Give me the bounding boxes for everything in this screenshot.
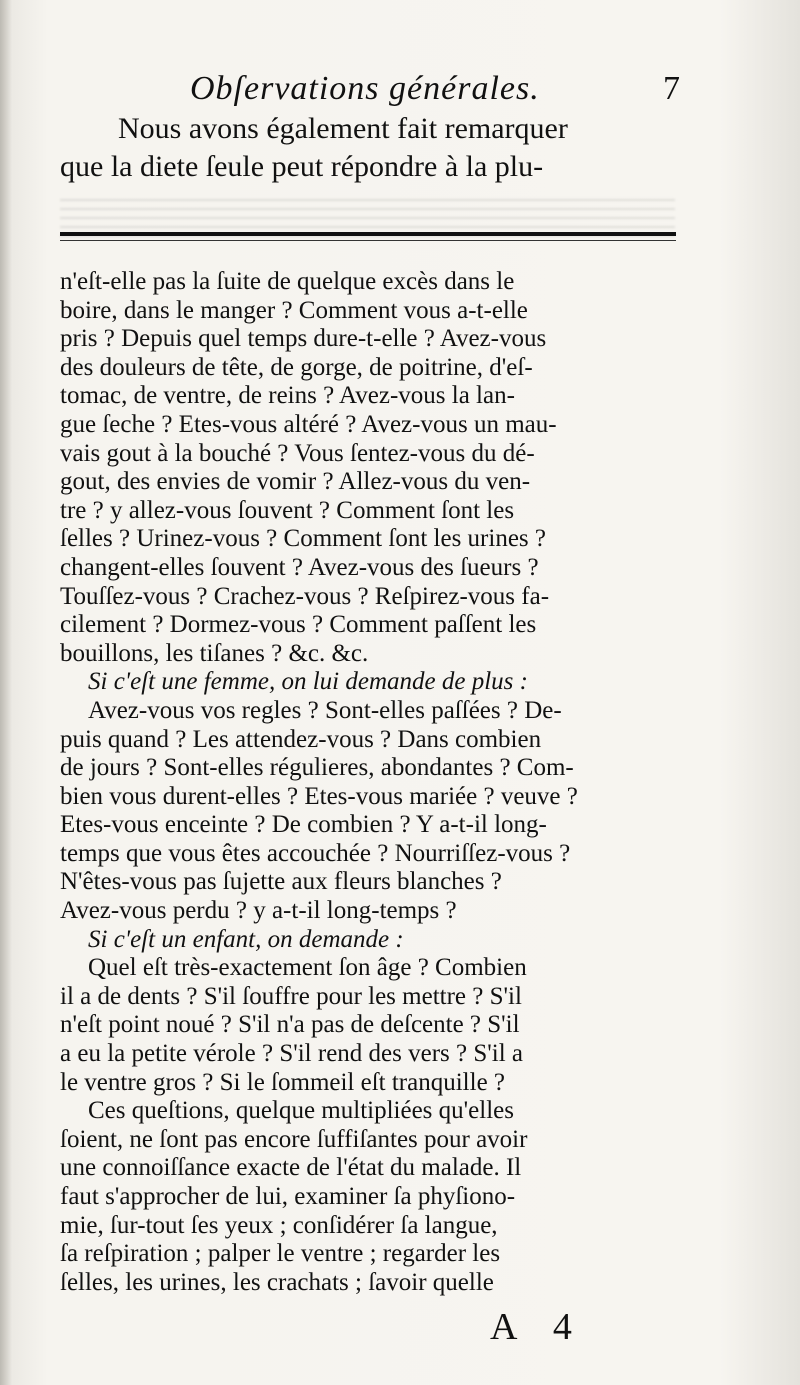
text-line: bien vous durent-elles ? Etes-vous mariée ? veuve ? [60,782,578,810]
text-line: puis quand ? Les attendez-vous ? Dans combien [60,725,542,753]
text-line: tre ? y allez-vous ſouvent ? Comment ſont les [60,496,515,524]
text-line: Avez-vous vos regles ? Sont-elles paſſées ? De- [88,696,562,724]
body-text [60,268,675,1297]
text-line: boire, dans le manger ? Comment vous a-t-elle [60,296,528,324]
section-end-text [60,110,675,186]
subheading-child: Si c'eſt un enfant, on demande : [88,925,404,953]
text-line: temps que vous êtes accouchée ? Nourriſſez-vous ? [60,839,571,867]
text-line: de jours ? Sont-elles régulieres, abondantes ? Com- [60,754,574,782]
text-line: Etes-vous enceinte ? De combien ? Y a-t-il long- [60,811,547,839]
text-line: gue ſeche ? Etes-vous altéré ? Avez-vous un mau- [60,410,557,438]
text-line: Nous avons également fait remarquer [118,112,568,145]
text-line: ſelles, les urines, les crachats ; ſavoir quelle [60,1268,494,1296]
text-line: Quel eſt très-exactement ſon âge ? Combien [88,954,527,982]
text-line: vais gout à la bouché ? Vous ſentez-vous du dé- [60,439,535,467]
text-line: il a de dents ? S'il ſouffre pour les mettre ? S'il [60,982,522,1010]
signature-mark: A 4 [490,1306,586,1348]
text-line: N'êtes-vous pas ſujette aux fleurs blanches ? [60,868,502,896]
text-line: Avez-vous perdu ? y a-t-il long-temps ? [60,897,457,925]
text-line: pris ? Depuis quel temps dure-t-elle ? Avez-vous [60,325,547,353]
text-line: a eu la petite vérole ? S'il rend des vers ? S'il a [60,1040,524,1068]
text-line: Ces queſtions, quelque multipliées qu'elles [88,1097,514,1125]
page-number: 7 [663,70,680,107]
text-line: faut s'approcher de lui, examiner ſa phyſiono- [60,1183,516,1210]
text-line: tomac, de ventre, de reins ? Avez-vous la lan- [60,382,515,410]
text-line: que la diete ſeule peut répondre à la plu- [60,150,544,183]
text-line: mie, ſur-tout ſes yeux ; conſidérer ſa langue, [60,1211,498,1239]
text-line: changent-elles ſouvent ? Avez-vous des ſueurs ? [60,553,539,581]
text-line: ſa reſpiration ; palper le ventre ; regarder les [60,1240,501,1268]
running-title: Obſervations générales. [190,70,540,107]
text-line: n'eſt point noué ? S'il n'a pas de deſcente ? S'il [60,1011,520,1039]
text-line: cilement ? Dormez-vous ? Comment paſſent les [60,611,537,639]
text-line: ſelles ? Urinez-vous ? Comment ſont les urines ? [60,525,546,553]
text-line: Touſſez-vous ? Crachez-vous ? Reſpirez-vous fa- [60,582,550,610]
text-line: bouillons, les tiſanes ? &c. &c. [60,639,369,667]
text-line: des douleurs de tête, de gorge, de poitrine, d'eſ- [60,353,533,381]
text-line: gout, des envies de vomir ? Allez-vous du ven- [60,468,531,496]
text-line: ſoient, ne ſont pas encore ſuffiſantes pour avoir [60,1125,528,1153]
subheading-woman: Si c'eſt une femme, on lui demande de plus : [88,668,528,696]
text-line: n'eſt-elle pas la ſuite de quelque excès dans le [60,268,515,295]
text-line: le ventre gros ? Si le ſommeil eſt tranquille ? [60,1068,506,1096]
section-divider-rule [60,232,676,236]
show-through-text [60,192,675,237]
text-line: une connoiſſance exacte de l'état du malade. Il [60,1154,522,1182]
page-edge-shadow [0,0,12,1385]
section-divider-rule-thin [60,240,676,241]
